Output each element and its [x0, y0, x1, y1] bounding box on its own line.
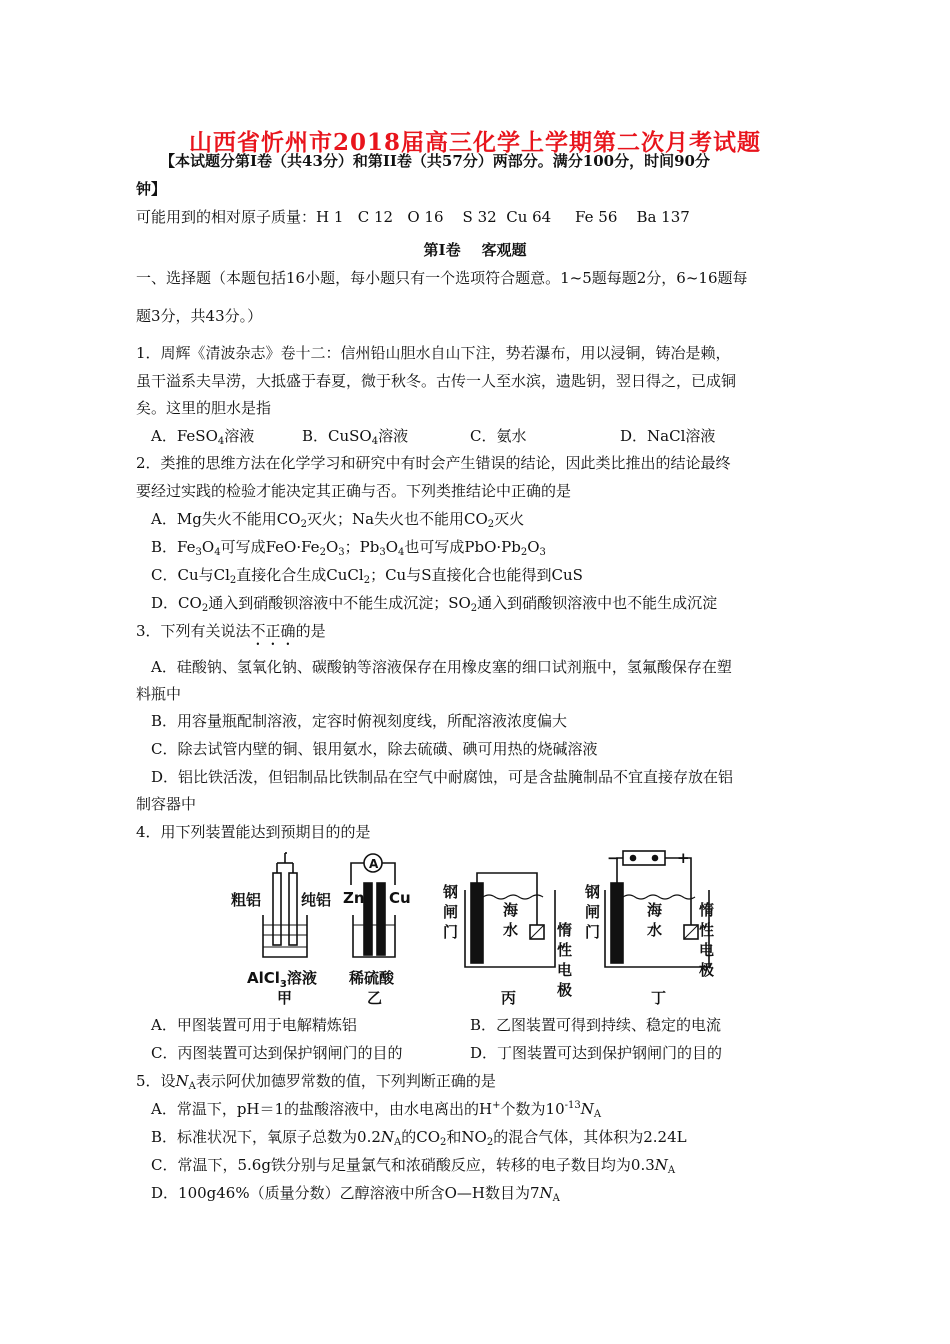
- section1-instructions-line2: 题3分，共43分。）: [136, 307, 263, 325]
- yi-name: 乙: [367, 989, 383, 1007]
- q1-stem-line1: 1．周辉《清波杂志》卷十二：信州铅山胆水自山下注，势若瀑布，用以浸铜，铸冶是赖，: [136, 344, 731, 362]
- bing-electrode-4: 极: [557, 981, 573, 999]
- q4-stem: 4．用下列装置能达到预期目的的是: [136, 823, 371, 841]
- exam-note-line2: 钟】: [136, 180, 167, 198]
- bing-water-2: 水: [503, 921, 519, 939]
- q2-option-d: D．$CO_2$通入到硝酸钡溶液中不能生成沉淀；$SO_2$通入到硝酸钡溶液中也不能生成沉淀: [151, 594, 718, 614]
- atomic-masses: 可能用到的相对原子质量：H 1 C 12 O 16 S 32 Cu 64 Fe 56 Ba 137: [136, 208, 690, 226]
- q3-option-d-line1: D．铝比铁活泼，但铝制品比铁制品在空气中耐腐蚀，可是含盐腌制品不宜直接存放在铝: [151, 768, 734, 786]
- yi-solution-label: 稀硫酸: [349, 969, 395, 987]
- q1-option-c: C．氨水: [470, 427, 527, 445]
- q2-option-c: C．Cu与$Cl_2$直接化合生成CuCl$_2$；Cu与S直接化合也能得到CuS: [151, 566, 583, 586]
- q2-stem-line2: 要经过实践的检验才能决定其正确与否。下列类推结论中正确的是: [136, 482, 572, 500]
- bing-water-1: 海: [503, 901, 519, 919]
- ding-gate-2: 闸: [585, 903, 601, 921]
- jia-name: 甲: [277, 989, 293, 1007]
- ding-water-1: 海: [647, 901, 663, 919]
- exam-note-line1: 【本试题分第Ⅰ卷（共43分）和第II卷（共57分）两部分。满分100分，时间90分: [160, 152, 710, 170]
- part1-heading: 第Ⅰ卷 客观题: [423, 241, 527, 259]
- q1-stem-line3: 矣。这里的胆水是指: [136, 399, 272, 417]
- q2-stem-line1: 2．类推的思维方法在化学学习和研究中有时会产生错误的结论，因此类比推出的结论最终: [136, 454, 731, 472]
- q4-option-b: B．乙图装置可得到持续、稳定的电流: [470, 1016, 722, 1034]
- q1-option-d: D．NaCl溶液: [620, 427, 716, 445]
- ding-electrode-4: 极: [699, 961, 715, 979]
- ding-plus-label: +: [677, 849, 690, 867]
- q3-option-a-line2: 料瓶中: [136, 685, 182, 703]
- q1-option-b: B．CuSO$_4$溶液: [302, 427, 409, 447]
- q2-option-a: A．Mg失火不能用$CO_2$灭火；Na失火也不能用$CO_2$灭火: [151, 510, 525, 530]
- q3-stem: 3．下列有关说法不正确的是: [136, 622, 326, 640]
- q3-option-d-line2: 制容器中: [136, 795, 197, 813]
- q1-stem-line2: 虽干溢系夫旱涝，大抵盛于春夏，微于秋冬。古传一人至水滨，遗匙钥，翌日得之，已成铜: [136, 372, 737, 390]
- bing-electrode-1: 惰: [557, 921, 573, 939]
- ding-electrode-1: 惰: [699, 901, 715, 919]
- q3-emphasis: 不正确: [250, 622, 296, 640]
- ammeter-icon: A: [369, 857, 379, 871]
- section1-instructions-line1: 一、选择题（本题包括16小题，每小题只有一个选项符合题意。1~5题每题2分，6~16题每: [136, 269, 748, 287]
- q4-option-c: C．丙图装置可达到保护钢闸门的目的: [151, 1044, 403, 1062]
- q5-option-a: A．常温下，pH＝1的盐酸溶液中，由水电离出的H+个数为$10^{-13}N_A$: [151, 1100, 602, 1120]
- bing-gate-2: 闸: [443, 903, 459, 921]
- yi-right-label: Cu: [389, 889, 411, 907]
- ding-gate-3: 门: [585, 923, 601, 941]
- bing-gate-3: 门: [443, 923, 459, 941]
- bing-gate-1: 钢: [443, 883, 459, 901]
- q3-option-a-line1: A．硅酸钠、氢氧化钠、碳酸钠等溶液保存在用橡皮塞的细口试剂瓶中，氢氟酸保存在塑: [151, 658, 732, 676]
- jia-solution-label: AlCl$_3$溶液: [247, 969, 317, 990]
- ding-name: 丁: [651, 989, 667, 1007]
- q5-option-d: D．100g46%（质量分数）乙醇溶液中所含O—H数目为$7N_A$: [151, 1184, 560, 1204]
- q5-option-b: B．标准状况下，氧原子总数为$0.2N_A$的$CO_2$和$NO_2$的混合气体，其体积为2.24L: [151, 1128, 687, 1148]
- page-title: 山西省忻州市2018届高三化学上学期第二次月考试题: [188, 129, 761, 156]
- bing-electrode-2: 性: [557, 941, 573, 959]
- ding-electrode-3: 电: [699, 941, 715, 959]
- bing-name: 丙: [501, 989, 517, 1007]
- ding-gate-1: 钢: [585, 883, 601, 901]
- q4-apparatus-figure: [225, 845, 745, 1015]
- q5-stem: 5．设$N_A$表示阿伏加德罗常数的值，下列判断正确的是: [136, 1072, 496, 1092]
- q3-option-b: B．用容量瓶配制溶液，定容时俯视刻度线，所配溶液浓度偏大: [151, 712, 568, 730]
- q1-option-a: A．FeSO$_4$溶液: [151, 427, 255, 447]
- jia-right-label: 纯铝: [301, 891, 332, 909]
- ding-water-2: 水: [647, 921, 663, 939]
- ding-electrode-2: 性: [699, 921, 715, 939]
- bing-electrode-3: 电: [557, 961, 573, 979]
- jia-left-label: 粗铝: [231, 891, 262, 909]
- ding-minus-label: −: [607, 849, 620, 867]
- q3-option-c: C．除去试管内壁的铜、银用氨水，除去硫磺、碘可用热的烧碱溶液: [151, 740, 598, 758]
- q4-option-d: D．丁图装置可达到保护钢闸门的目的: [470, 1044, 723, 1062]
- q5-option-c: C．常温下，5.6g铁分别与足量氯气和浓硝酸反应，转移的电子数目均为$0.3N_A$: [151, 1156, 676, 1176]
- q2-option-b: B．$Fe_3O_4$可写成$FeO\cdot Fe_2O_3$；$Pb_3O_4$也可写成$PbO\cdot Pb_2O_3$: [151, 538, 546, 558]
- yi-left-label: Zn: [343, 889, 365, 907]
- q4-option-a: A．甲图装置可用于电解精炼铝: [151, 1016, 357, 1034]
